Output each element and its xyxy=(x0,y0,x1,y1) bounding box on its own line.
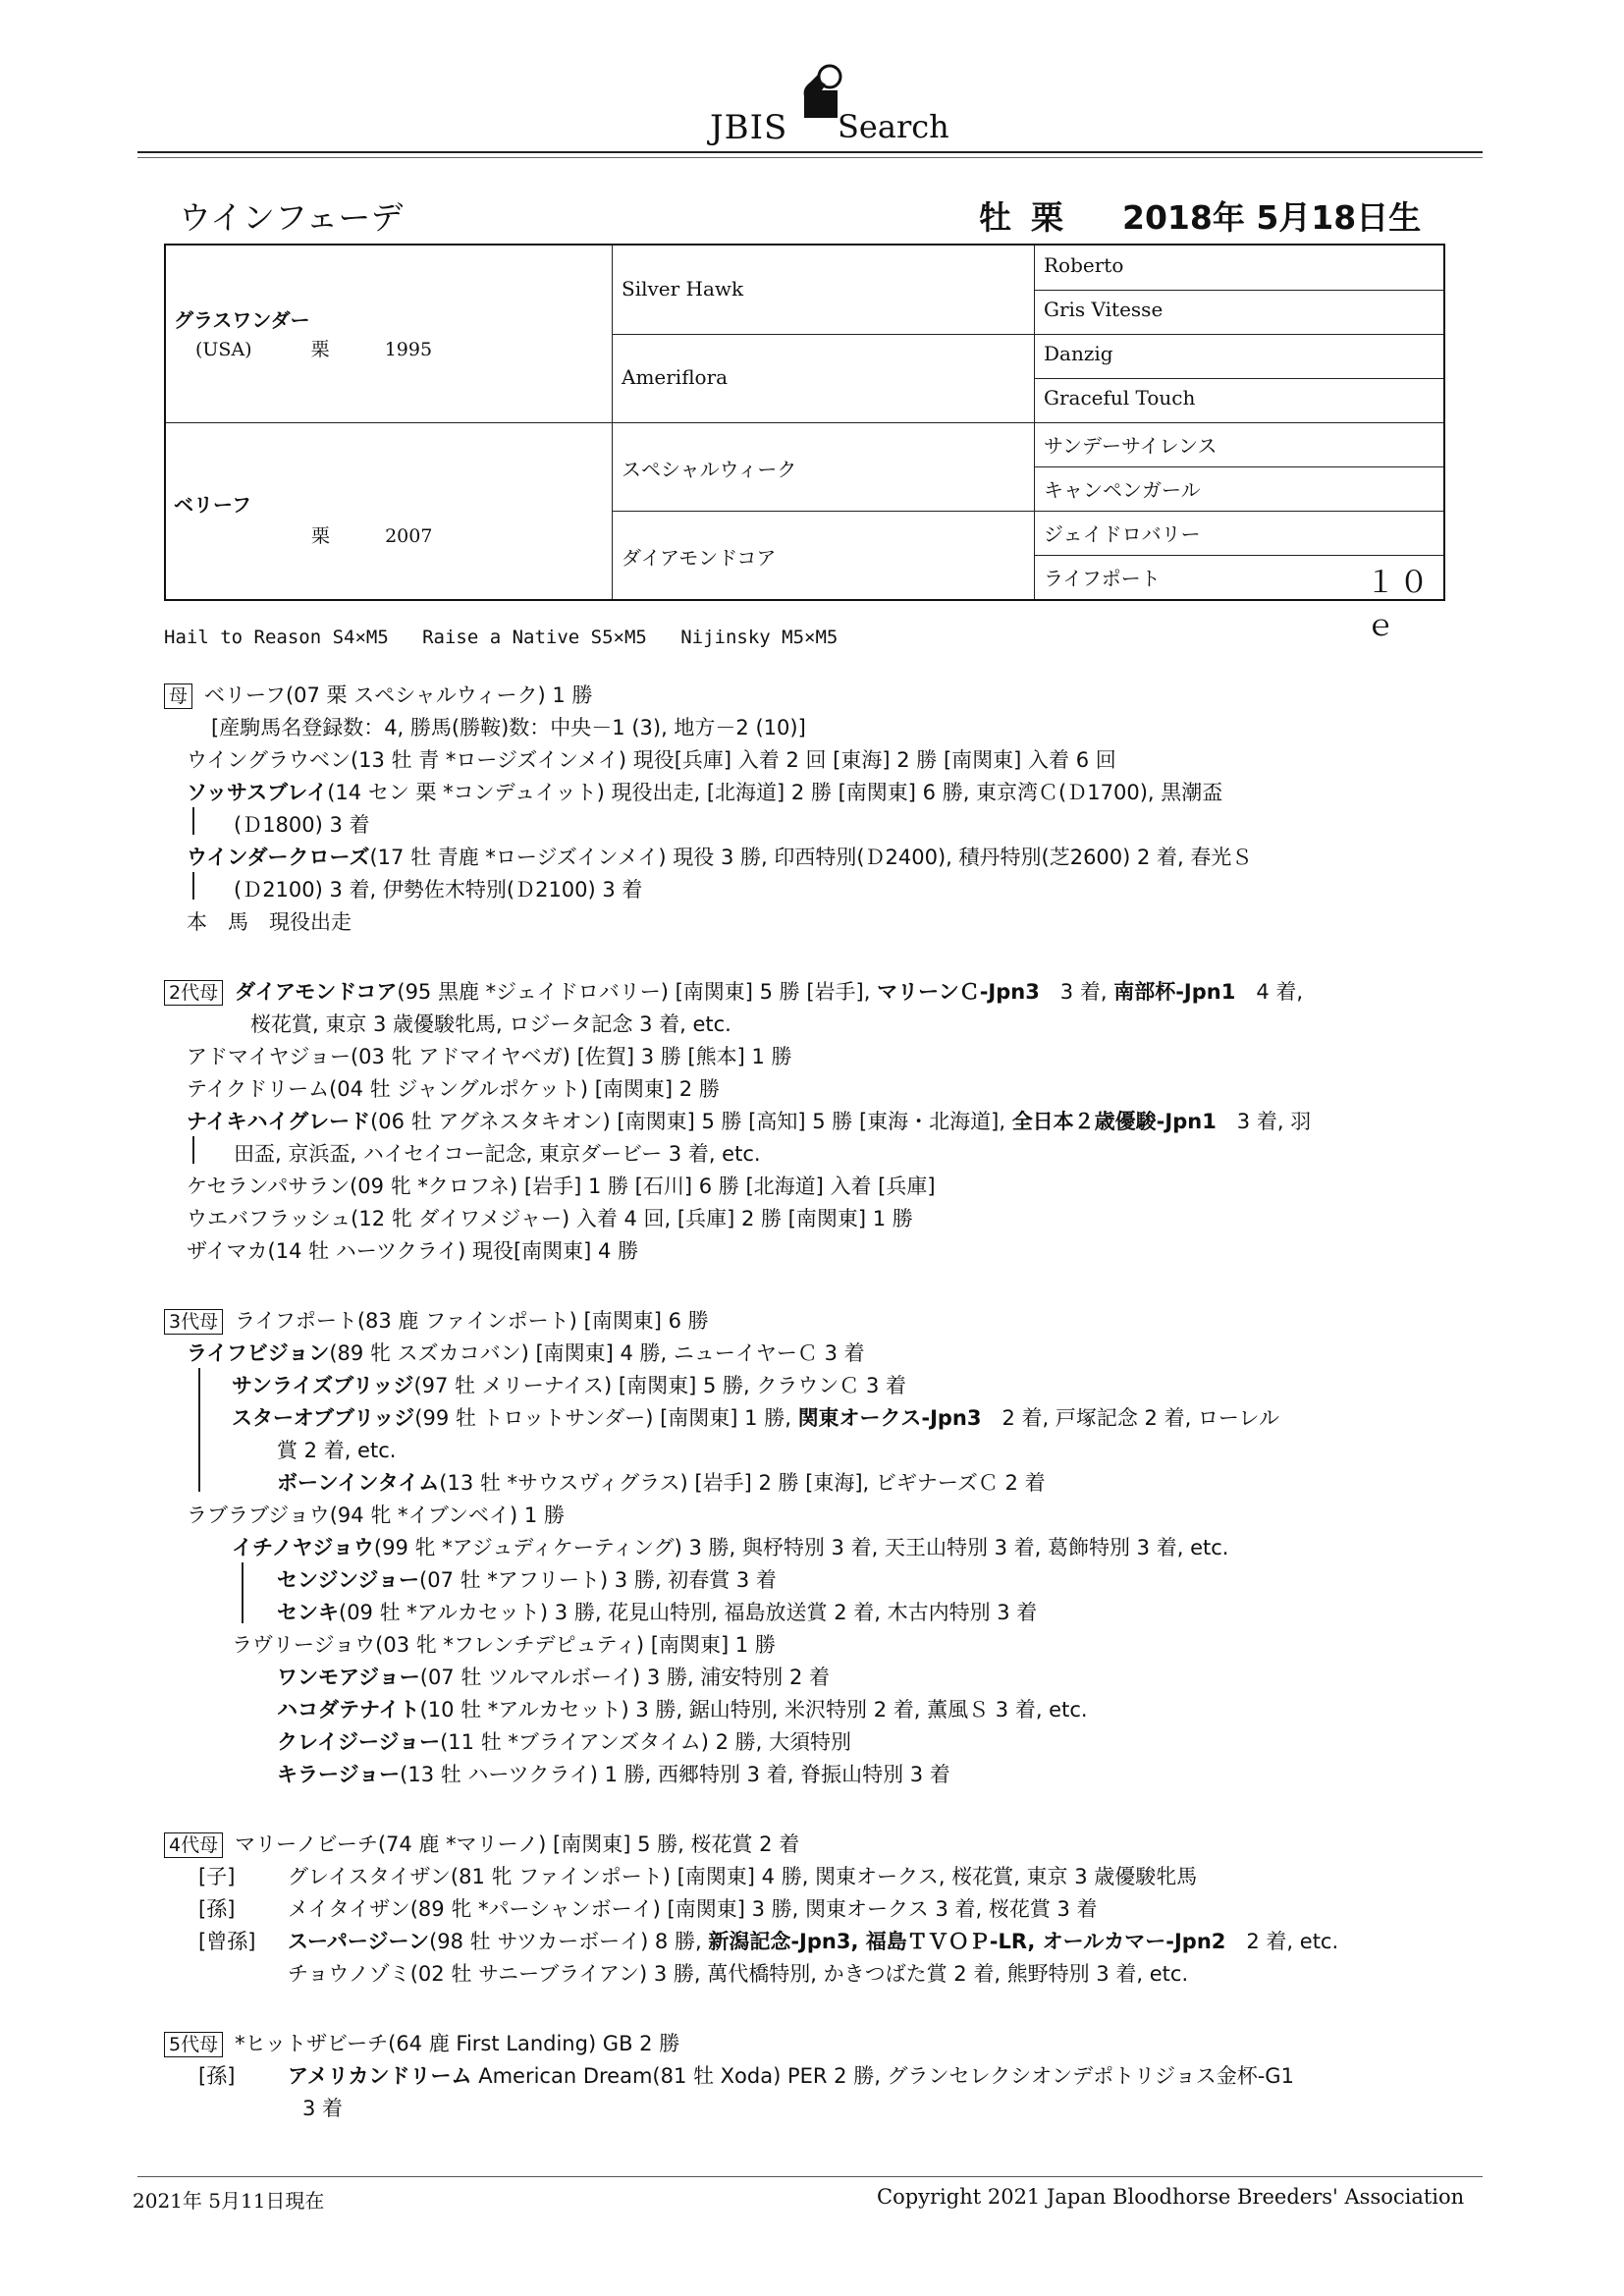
list-item: スーパージーン(98 牡 サツカーボーイ) 8 勝, 新潟記念-Jpn3, 福島ＴＶＯＰ-LR, オールカマー-Jpn2 2 着, etc. xyxy=(288,1930,1339,1953)
list-item-continued: (Ｄ1800) 3 着 xyxy=(234,813,370,837)
list-item: アドマイヤジョー(03 牝 アドマイヤベガ) [佐賀] 3 勝 [熊本] 1 勝 xyxy=(187,1045,792,1068)
list-item: ラブラブジョウ(94 牝 *イブンベイ) 1 勝 xyxy=(187,1503,565,1527)
dam-color: 栗 xyxy=(311,525,331,547)
list-item: センキ(09 牡 *アルカセット) 3 勝, 花見山特別, 福島放送賞 2 着, 木古内特別 3 着 xyxy=(277,1601,1038,1624)
section-tag-5th-dam: 5代母 xyxy=(164,2032,223,2057)
gen3-5: サンデーサイレンス xyxy=(1044,434,1218,458)
dam-name: ベリーフ xyxy=(174,493,251,517)
list-item: ハコダテナイト(10 牡 *アルカセット) 3 勝, 鋸山特別, 米沢特別 2 着, 薫風Ｓ 3 着, etc. xyxy=(277,1698,1088,1722)
section-tag-dam: 母 xyxy=(164,683,192,709)
section-tag-2nd-dam: 2代母 xyxy=(164,980,223,1006)
list-item: イチノヤジョウ(99 牝 *アジュディケーティング) 3 勝, 與杼特別 3 着, 天王山特別 3 着, 葛飾特別 3 着, etc. xyxy=(232,1536,1229,1559)
dam-cell xyxy=(174,489,432,548)
relation-label: [孫] xyxy=(198,1897,236,1921)
as-of-date: 2021年 5月11日現在 xyxy=(133,2189,325,2213)
list-item: ボーンインタイム(13 牡 *サウスヴィグラス) [岩手] 2 勝 [東海], ビギナーズＣ 2 着 xyxy=(277,1471,1046,1495)
brand-search: Search xyxy=(838,108,949,145)
list-item: サンライズブリッジ(97 牡 メリーナイス) [南関東] 5 勝, クラウンＣ 3 着 xyxy=(232,1374,907,1397)
sire-origin: (USA) xyxy=(195,339,252,360)
gen3-8: ライフポート xyxy=(1044,567,1161,590)
jbis-search-logo xyxy=(702,61,949,149)
gen2-sire-sire: Silver Hawk xyxy=(622,277,744,301)
list-item: スターオブブリッジ(99 牡 トロットサンダー) [南関東] 1 勝, 関東オークス-Jpn3 2 着, 戸塚記念 2 着, ローレル xyxy=(232,1406,1279,1430)
third-dam-header: 3代母 ライフポート(83 鹿 ファインポート) [南関東] 6 勝 xyxy=(164,1305,709,1335)
fourth-dam-header: 4代母 マリーノビーチ(74 鹿 *マリーノ) [南関東] 5 勝, 桜花賞 2 着 xyxy=(164,1829,799,1858)
gen2-dam-dam: ダイアモンドコア xyxy=(622,546,777,570)
second-dam-header: 2代母 ダイアモンドコア(95 黒鹿 *ジェイドロバリー) [南関東] 5 勝 [岩手], マリーンＣ-Jpn3 3 着, 南部杯-Jpn1 4 着, xyxy=(164,976,1303,1006)
list-item: メイタイザン(89 牝 *パーシャンボーイ) [南関東] 3 勝, 関東オークス 3 着, 桜花賞 3 着 xyxy=(288,1897,1098,1921)
gen3-1: Roberto xyxy=(1044,253,1124,277)
section-tag-4th-dam: 4代母 xyxy=(164,1832,223,1858)
family-number: １０ｅ xyxy=(1366,566,1433,643)
list-item-continued: 3 着 xyxy=(302,2097,344,2120)
list-item: 本 馬 現役出走 xyxy=(187,910,352,934)
list-item: ワンモアジョー(07 牡 ツルマルボーイ) 3 勝, 浦安特別 2 着 xyxy=(277,1666,830,1689)
list-item-continued: 賞 2 着, etc. xyxy=(277,1439,397,1462)
list-item: チョウノゾミ(02 牡 サニーブライアン) 3 勝, 萬代橋特別, かきつばた賞 2 着, 熊野特別 3 着, etc. xyxy=(288,1962,1189,1986)
list-item: ウインダークローズ(17 牡 青鹿 *ロージズインメイ) 現役 3 勝, 印西特別(Ｄ2400), 積丹特別(芝2600) 2 着, 春光Ｓ xyxy=(187,846,1253,869)
list-item: ケセランパサラン(09 牝 *クロフネ) [岩手] 1 勝 [石川] 6 勝 [北海道] 入着 [兵庫] xyxy=(187,1175,936,1198)
header-rule xyxy=(137,151,1483,153)
list-item: センジンジョー(07 牡 *アフリート) 3 勝, 初春賞 3 着 xyxy=(277,1568,777,1592)
list-item: ラヴリージョウ(03 牝 *フレンチデピュティ) [南関東] 1 勝 xyxy=(232,1633,776,1657)
gen2-dam-sire: スペシャルウィーク xyxy=(622,458,797,481)
section-tag-3rd-dam: 3代母 xyxy=(164,1309,223,1335)
list-item: ザイマカ(14 牡 ハーツクライ) 現役[南関東] 4 勝 xyxy=(187,1239,639,1263)
list-item: ソッサスブレイ(14 セン 栗 *コンデュイット) 現役出走, [北海道] 2 勝 [南関東] 6 勝, 東京湾Ｃ(Ｄ1700), 黒潮盃 xyxy=(187,781,1223,804)
copyright: Copyright 2021 Japan Bloodhorse Breeders' Association xyxy=(877,2185,1465,2209)
list-item: ウイングラウベン(13 牡 青 *ロージズインメイ) 現役[兵庫] 入着 2 回 [東海] 2 勝 [南関東] 入着 6 回 xyxy=(187,748,1116,772)
relation-label: [曾孫] xyxy=(198,1930,256,1953)
dam-section-header: 母 ベリーフ(07 栗 スペシャルウィーク) 1 勝 xyxy=(164,680,592,709)
list-item: ナイキハイグレード(06 牡 アグネスタキオン) [南関東] 5 勝 [高知] 5 勝 [東海・北海道], 全日本２歳優駿-Jpn1 3 着, 羽 xyxy=(187,1110,1312,1133)
list-item-continued: 桜花賞, 東京 3 歳優駿牝馬, ロジータ記念 3 着, etc. xyxy=(250,1012,731,1036)
gen3-7: ジェイドロバリー xyxy=(1044,522,1201,546)
sire-name: グラスワンダー xyxy=(174,308,310,332)
header-rule-thin xyxy=(137,157,1483,158)
inbreeding-line: Hail to Reason S4×M5 Raise a Native S5×M5 Nijinsky M5×M5 xyxy=(164,627,839,648)
fifth-dam-header: 5代母 *ヒットザビーチ(64 鹿 First Landing) GB 2 勝 xyxy=(164,2028,679,2057)
gen3-6: キャンペンガール xyxy=(1044,478,1201,502)
list-item-continued: 田盃, 京浜盃, ハイセイコー記念, 東京ダービー 3 着, etc. xyxy=(234,1142,761,1166)
relation-label: [子] xyxy=(198,1865,236,1888)
gen2-sire-dam: Ameriflora xyxy=(622,365,729,389)
dam-produce-summary: [産駒馬名登録数：4, 勝馬(勝鞍)数：中央－1 (3), 地方－2 (10)] xyxy=(211,716,806,739)
gen3-3: Danzig xyxy=(1044,342,1113,365)
horse-sex: 牡 xyxy=(979,198,1011,237)
sire-color: 栗 xyxy=(310,339,330,360)
list-item: テイクドリーム(04 牡 ジャングルポケット) [南関東] 2 勝 xyxy=(187,1077,720,1101)
horse-birthdate: 2018年 5月18日生 xyxy=(1122,198,1422,237)
relation-label: [孫] xyxy=(198,2064,236,2088)
gen3-2: Gris Vitesse xyxy=(1044,298,1164,321)
horse-name: ウインフェーデ xyxy=(179,198,404,237)
list-item: キラージョー(13 牡 ハーツクライ) 1 勝, 西郷特別 3 着, 脊振山特別 3 着 xyxy=(277,1763,950,1786)
footer-rule xyxy=(137,2176,1483,2177)
sire-cell xyxy=(174,304,432,361)
list-item: ウエバフラッシュ(12 牝 ダイワメジャー) 入着 4 回, [兵庫] 2 勝 [南関東] 1 勝 xyxy=(187,1207,913,1230)
list-item: クレイジージョー(11 牡 *ブライアンズタイム) 2 勝, 大須特別 xyxy=(277,1730,851,1754)
list-item: アメリカンドリーム American Dream(81 牡 Xoda) PER 2 勝, グランセレクシオンデポトリジョス金杯-G1 xyxy=(288,2064,1294,2088)
brand-jbis: JBIS xyxy=(710,108,788,147)
gen3-4: Graceful Touch xyxy=(1044,386,1196,410)
sire-year: 1995 xyxy=(384,339,433,360)
dam-year: 2007 xyxy=(385,525,433,547)
list-item: グレイスタイザン(81 牝 ファインポート) [南関東] 4 勝, 関東オークス, 桜花賞, 東京 3 歳優駿牝馬 xyxy=(288,1865,1198,1888)
horse-color: 栗 xyxy=(1031,198,1063,237)
list-item: ライフビジョン(89 牝 スズカコバン) [南関東] 4 勝, ニューイヤーＣ 3 着 xyxy=(187,1341,865,1365)
list-item-continued: (Ｄ2100) 3 着, 伊勢佐木特別(Ｄ2100) 3 着 xyxy=(234,878,643,902)
